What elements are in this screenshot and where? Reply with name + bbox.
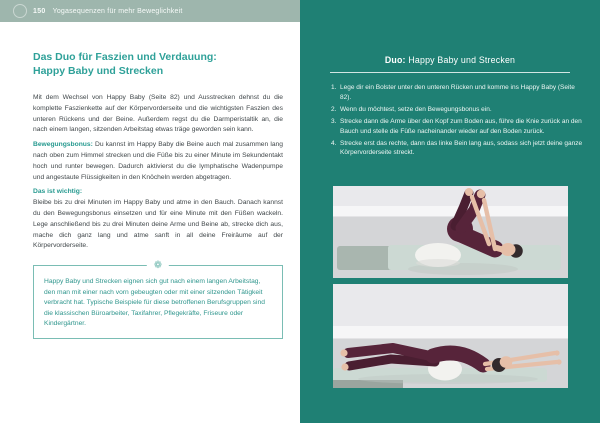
upper-hand bbox=[554, 350, 559, 355]
section-heading-line1: Das Duo für Faszien und Verdauung: bbox=[33, 51, 217, 63]
step-4 bbox=[331, 139, 584, 159]
step-3-text: Strecke dann die Arme über den Kopf zum Boden aus, führe die Knie zurück an den Bauch und stelle die Füße nacheinander wieder auf den Boden zurück. bbox=[340, 117, 582, 135]
ring-ornament-icon bbox=[13, 4, 27, 18]
upper-foot bbox=[340, 349, 347, 356]
important-label: Das ist wichtig: bbox=[33, 188, 83, 196]
left-page-content bbox=[33, 50, 283, 339]
page-number: 150 bbox=[33, 7, 46, 15]
step-1-number: 1. bbox=[331, 84, 337, 91]
duo-title-label: Duo: bbox=[384, 55, 406, 65]
photo-happy-baby bbox=[333, 186, 568, 278]
important-text: Bleibe bis zu drei Minuten im Happy Baby und atme in den Bauch. Danach kannst du den Bewegungsbonus einsetzen und für eine Minute mit den Füßen wackeln. Lege anschließend bis zu drei Minuten deine Arme und Beine ab, strecke dich aus, mache dich ganz lang und atme sanft in all deine Freiräume auf der Körpervorderseite. bbox=[33, 199, 283, 250]
duo-title-text: Happy Baby und Strecken bbox=[405, 55, 516, 65]
baseboard bbox=[333, 326, 568, 339]
bolster-shadow bbox=[416, 259, 460, 267]
title-rule bbox=[330, 72, 570, 73]
baseboard bbox=[333, 206, 568, 217]
lotus-icon: ❁ bbox=[147, 259, 169, 272]
step-4-text: Strecke erst das rechte, dann das linke Bein lang aus, sodass sich jetzt deine ganze Körpervorderseite streckt. bbox=[340, 139, 583, 157]
right-foot bbox=[477, 190, 485, 198]
wall bbox=[333, 186, 568, 206]
tip-box-text: Happy Baby und Strecken eignen sich gut nach einem langen Arbeitstag, den man mit einer nach vorn gebeugten oder mit einer sitzenden Tätigkeit verbracht hat. Typische Beispiele für diese betroffenen Berufsgruppen sind die klassischen Büroarbeiter, Taxifahrer, Pflegekräfte, Friseure oder Kindergärtner. bbox=[44, 278, 265, 328]
step-4-number: 4. bbox=[331, 139, 337, 147]
step-1 bbox=[331, 83, 584, 103]
running-header bbox=[0, 0, 300, 22]
step-2-number: 2. bbox=[331, 105, 337, 113]
neck bbox=[497, 248, 504, 250]
photo-stretch-illustration bbox=[333, 284, 568, 388]
photo-stretch bbox=[333, 284, 568, 388]
step-2-text: Wenn du möchtest, setze den Bewegungsbonus ein. bbox=[340, 105, 492, 113]
important-paragraph bbox=[33, 187, 283, 252]
step-2 bbox=[331, 105, 584, 115]
step-3 bbox=[331, 117, 584, 137]
bonus-text: Du kannst im Happy Baby die Beine auch mal zusammen lang nach oben zum Himmel strecken und die Füße bis zu einer Minute im Sekundentakt hoch und runter bewegen. Dadurch aktivierst du die lymphatische Wadenpumpe und angestaute Flüssigkeiten in den Knöcheln werden abgetragen. bbox=[33, 141, 283, 181]
wall bbox=[333, 284, 568, 326]
intro-paragraph: Mit dem Wechsel von Happy Baby (Seite 82) und Ausstrecken dehnst du die komplette Faszienkette auf der Körpervorderseite und die wichtigsten Faszien des unteren Rückens und der Beine. Außerdem regst du die Darmperistaltik an, die nach einem langen, sitzenden Arbeitstag etwas träge geworden sein kann. bbox=[33, 94, 283, 134]
chapter-title: Yogasequenzen für mehr Beweglichkeit bbox=[52, 7, 183, 15]
photo-happy-baby-illustration bbox=[333, 186, 568, 278]
right-page bbox=[300, 0, 600, 423]
head bbox=[500, 356, 513, 368]
step-3-number: 3. bbox=[331, 117, 337, 125]
instruction-steps bbox=[300, 83, 600, 158]
bonus-paragraph bbox=[33, 140, 283, 183]
duo-title bbox=[300, 55, 600, 65]
left-foot bbox=[465, 188, 473, 196]
section-heading bbox=[33, 50, 283, 78]
step-1-text: Lege dir ein Bolster unter den unteren Rücken und komme ins Happy Baby (Seite 82). bbox=[340, 84, 575, 101]
bonus-label: Bewegungsbonus: bbox=[33, 141, 93, 149]
section-heading-line2: Happy Baby und Strecken bbox=[33, 65, 164, 77]
lower-hand bbox=[556, 359, 561, 364]
tip-box bbox=[33, 260, 283, 339]
lower-foot bbox=[341, 363, 348, 370]
